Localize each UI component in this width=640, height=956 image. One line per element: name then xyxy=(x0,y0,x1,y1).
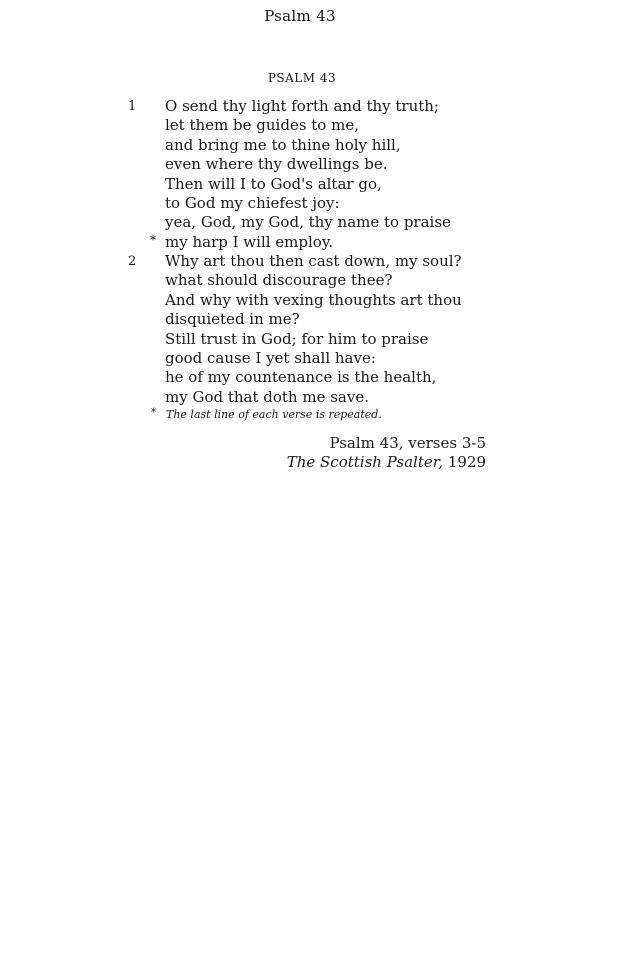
verse-line xyxy=(0,155,640,174)
source-year: 1929 xyxy=(443,453,486,471)
verse-line-text: to God my chiefest joy: xyxy=(165,193,340,212)
running-head: Psalm 43 xyxy=(264,7,336,25)
verse-line-text: my harp I will employ. xyxy=(165,232,334,251)
verse-line xyxy=(0,388,640,407)
verse-line xyxy=(0,368,640,387)
source-reference: Psalm 43, verses 3-5 xyxy=(329,434,486,452)
verse-line xyxy=(0,194,640,213)
verse-line-text: yea, God, my God, thy name to praise xyxy=(165,213,451,232)
footnote-marker: * xyxy=(151,406,157,419)
verse-line xyxy=(0,271,640,290)
verse-line-text: disquieted in me? xyxy=(165,310,300,329)
verse-line-text: what should discourage thee? xyxy=(165,271,393,290)
verse-line xyxy=(0,233,640,252)
verse-line xyxy=(0,213,640,232)
verse-line xyxy=(0,97,640,116)
verse-line xyxy=(0,349,640,368)
verse-line xyxy=(0,175,640,194)
verse-1 xyxy=(0,97,640,252)
verse-line xyxy=(0,136,640,155)
verse-line-text: Still trust in God; for him to praise xyxy=(165,329,429,348)
verse-line-text: let them be guides to me, xyxy=(165,116,359,135)
verse-line xyxy=(0,252,640,271)
verse-2 xyxy=(0,252,640,407)
source-attribution xyxy=(287,434,486,472)
verse-number: 2 xyxy=(128,254,137,269)
verse-line-text: he of my countenance is the health, xyxy=(165,368,437,387)
verse-line xyxy=(0,116,640,135)
verse-line-text: Then will I to God's altar go, xyxy=(165,174,382,193)
verse-line-text: O send thy light forth and thy truth; xyxy=(165,97,439,115)
verse-line-text: Why art thou then cast down, my soul? xyxy=(165,252,462,270)
psalm-title: PSALM 43 xyxy=(267,71,337,85)
verse-line-text: my God that doth me save. xyxy=(165,387,369,406)
source-book xyxy=(287,453,486,472)
verse-line-text: And why with vexing thoughts art thou xyxy=(165,290,462,309)
verse-line-text: good cause I yet shall have: xyxy=(165,348,376,367)
verse-line-text: even where thy dwellings be. xyxy=(165,155,388,174)
repeat-marker: * xyxy=(150,232,156,247)
verse-line xyxy=(0,291,640,310)
verse-line xyxy=(0,310,640,329)
source-book-title: The Scottish Psalter, xyxy=(286,453,444,471)
verse-line-text: and bring me to thine holy hill, xyxy=(165,135,401,154)
footnote-text: The last line of each verse is repeated. xyxy=(166,408,382,421)
verse-number: 1 xyxy=(128,99,137,114)
verse-line xyxy=(0,330,640,349)
